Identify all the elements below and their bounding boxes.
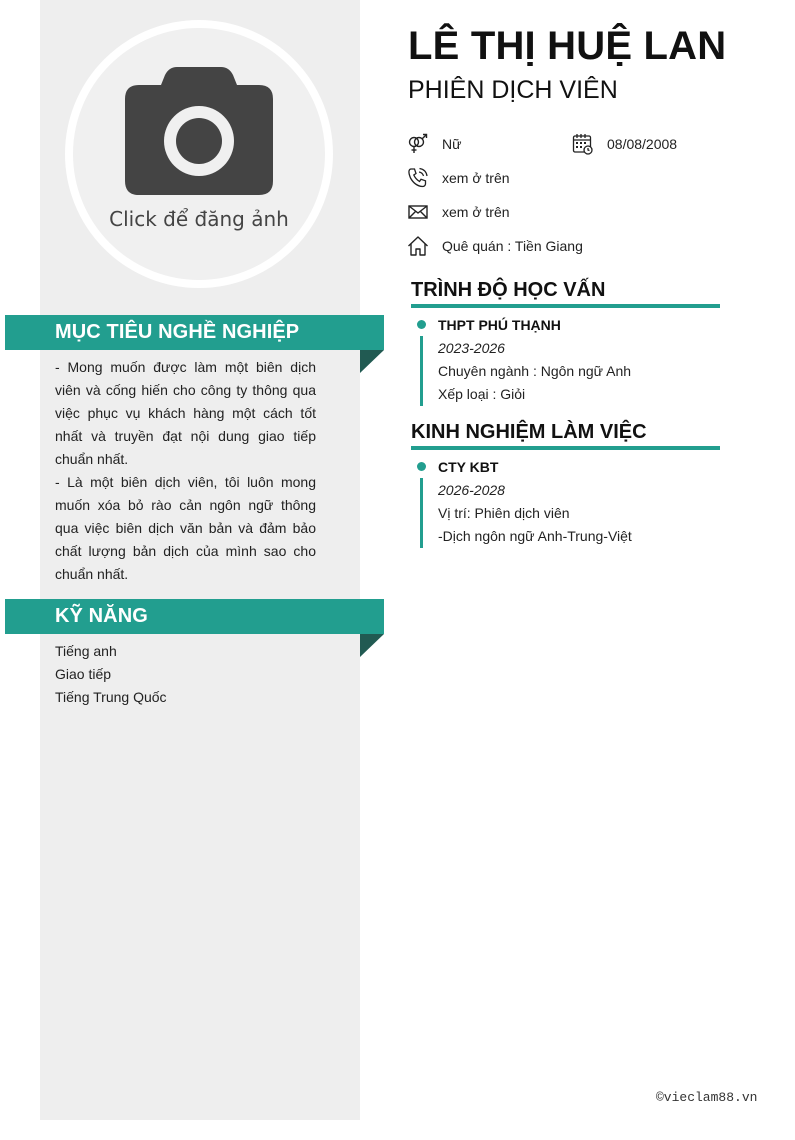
address-value: Quê quán : Tiền Giang — [442, 238, 583, 254]
email-value: xem ở trên — [442, 204, 510, 220]
gender-row — [407, 133, 461, 155]
banner-fold — [360, 350, 384, 373]
experience-heading: KINH NGHIỆM LÀM VIỆC — [411, 421, 720, 450]
timeline-bar — [420, 336, 423, 406]
objective-text — [55, 356, 316, 586]
experience-detail: Vị trí: Phiên dịch viên — [438, 505, 570, 521]
objective-paragraph: - Là một biên dịch viên, tôi luôn mong muốn xóa bỏ rào cản ngôn ngữ thông qua việc biên dịch văn bản và đảm bảo chất lượng bản dịch của mình sao cho chuẩn nhất. — [55, 474, 316, 582]
birthday-row — [572, 133, 677, 155]
phone-value: xem ở trên — [442, 170, 510, 186]
skill-item: Tiếng Trung Quốc — [55, 689, 167, 705]
experience-period: 2026-2028 — [438, 482, 505, 498]
calendar-icon — [572, 133, 594, 155]
phone-row — [407, 167, 510, 189]
skills-banner — [5, 599, 384, 634]
email-row — [407, 201, 510, 223]
skill-item: Tiếng anh — [55, 643, 117, 659]
education-heading: TRÌNH ĐỘ HỌC VẤN — [411, 279, 720, 308]
home-icon — [407, 235, 429, 257]
candidate-name: LÊ THỊ HUỆ LAN — [408, 24, 727, 68]
skills-list — [55, 640, 167, 709]
objective-banner — [5, 315, 384, 350]
timeline-dot — [417, 320, 426, 329]
skill-item: Giao tiếp — [55, 666, 112, 682]
address-row — [407, 235, 583, 257]
objective-title: MỤC TIÊU NGHỀ NGHIỆP — [55, 321, 300, 343]
education-detail: Xếp loại : Giỏi — [438, 386, 526, 402]
avatar-upload[interactable] — [65, 20, 333, 288]
gender-icon — [407, 133, 429, 155]
upload-photo-label: Click để đăng ảnh — [109, 207, 289, 231]
mail-icon — [407, 201, 429, 223]
education-period: 2023-2026 — [438, 340, 505, 356]
skills-title: KỸ NĂNG — [55, 605, 148, 627]
candidate-role: PHIÊN DỊCH VIÊN — [408, 76, 618, 104]
school-name: THPT PHÚ THẠNH — [438, 317, 561, 333]
objective-paragraph: - Mong muốn được làm một biên dịch viên và cống hiến cho công ty thông qua việc phục vụ khách hàng một cách tốt nhất và truyền đạt nội dung giao tiếp chuẩn nhất. — [55, 359, 316, 467]
education-detail: Chuyên ngành : Ngôn ngữ Anh — [438, 363, 632, 379]
copyright-footer: ©vieclam88.vn — [656, 1090, 758, 1105]
timeline-dot — [417, 462, 426, 471]
banner-fold — [360, 634, 384, 657]
birthday-value: 08/08/2008 — [607, 136, 678, 152]
experience-detail: -Dịch ngôn ngữ Anh-Trung-Việt — [438, 528, 632, 544]
timeline-bar — [420, 478, 423, 548]
gender-value: Nữ — [442, 136, 462, 152]
company-name: CTY KBT — [438, 459, 499, 475]
phone-icon — [407, 167, 429, 189]
camera-icon — [125, 67, 273, 195]
